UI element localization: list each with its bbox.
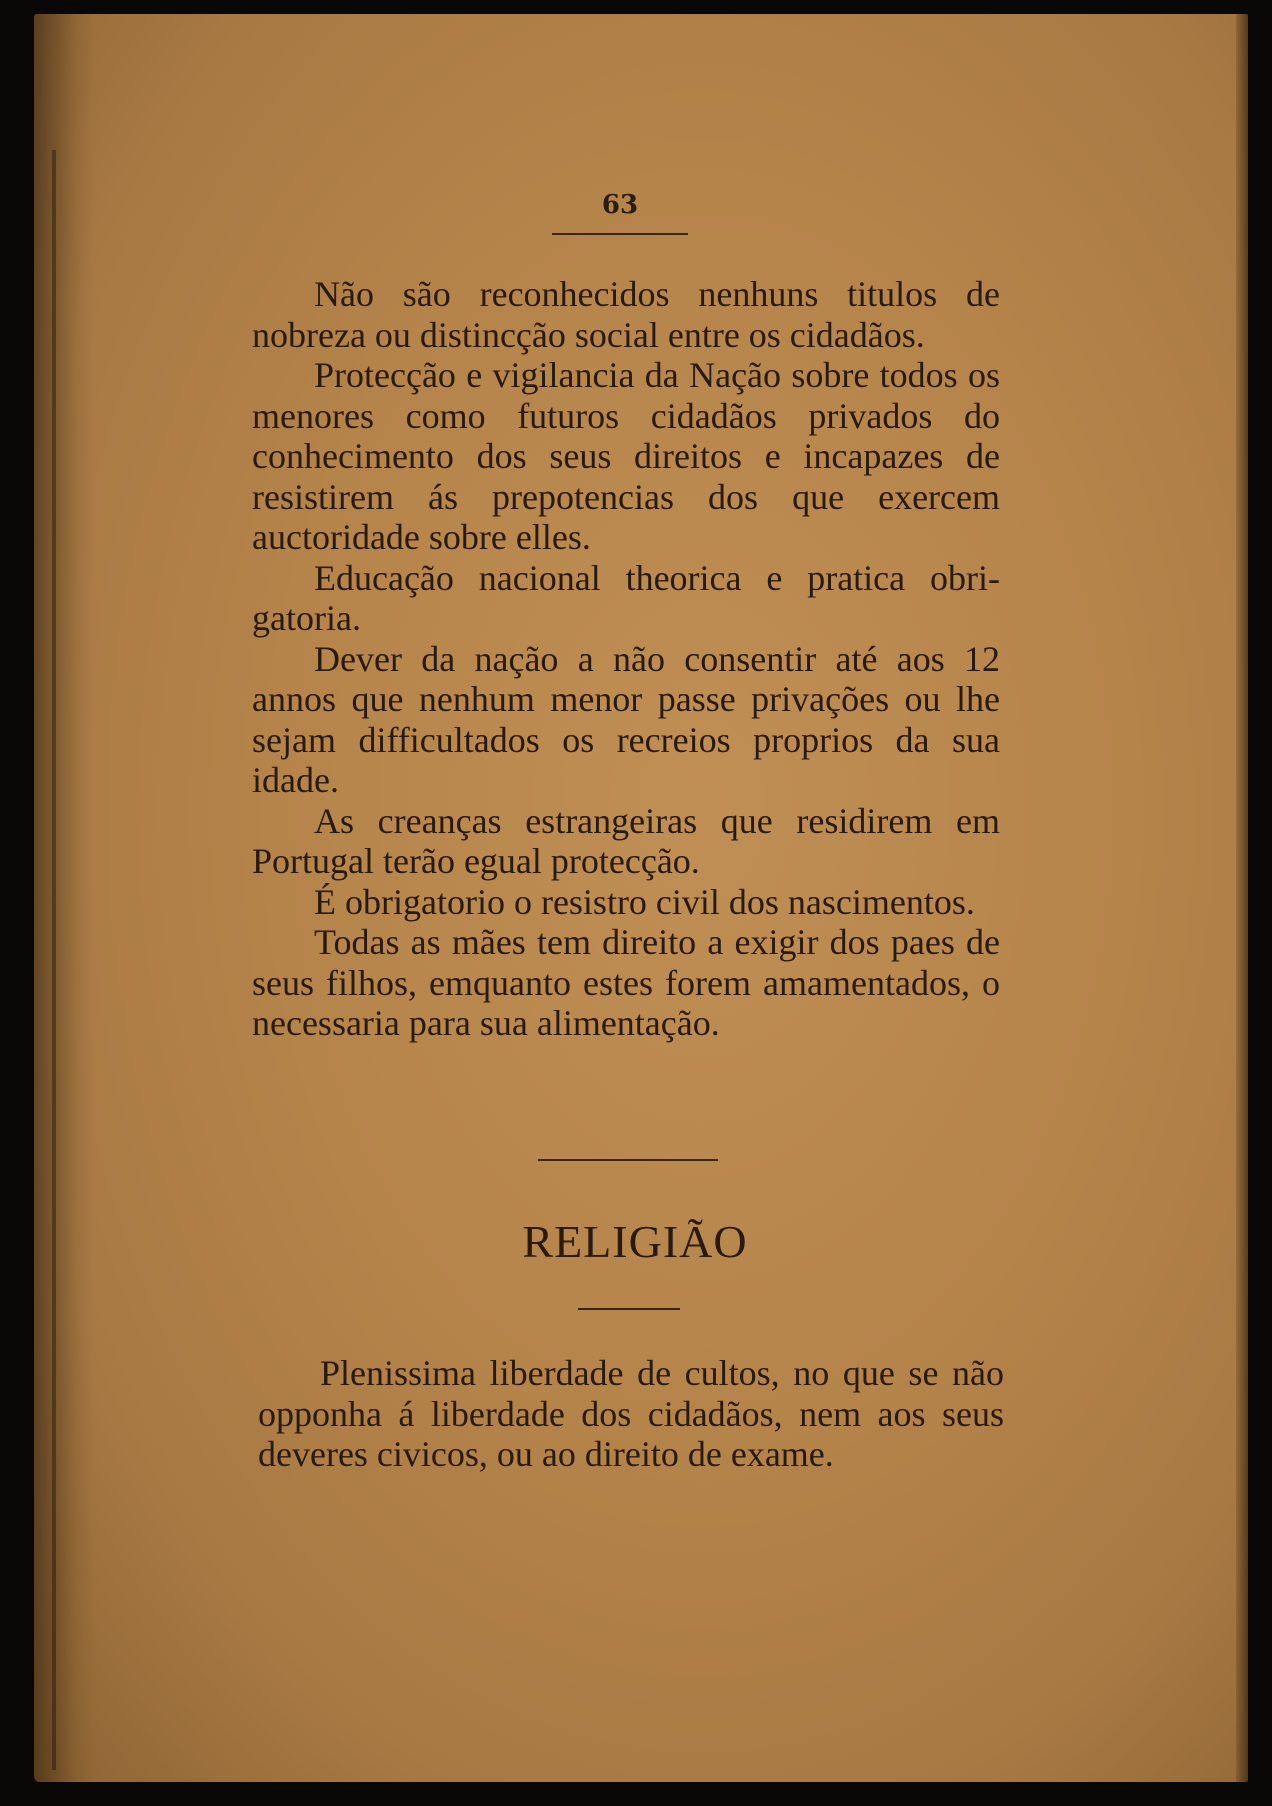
paragraph-birth-registry: É obrigatorio o resistro civil dos nascimentos.: [314, 881, 975, 922]
gutter-shadow: [34, 14, 94, 1782]
paragraph-mothers-rights: Todas as mães tem direito a exigir dos paes de seus filhos, emquanto estes forem amamentados, o necessaria para sua alimentação.: [252, 922, 1000, 1043]
paragraph-minors-protection: Protecção e vigilancia da Nação sobre todos os menores como futuros cidadãos privados do conhecimento dos seus direitos e incapazes de resistirem ás prepotencias dos que exercem auctoridade sobre elles.: [252, 355, 1000, 557]
section-divider: [538, 1159, 718, 1161]
section-body-text: [258, 1353, 1004, 1475]
page-right-edge: [1236, 14, 1248, 1782]
paragraph-nation-duty: Dever da nação a não consentir até aos 12 annos que nenhum menor passe privações ou lhe sejam difficultados os recreios proprios da sua idade.: [252, 638, 1000, 800]
paragraph-nobility: Não são reconhecidos nenhuns titulos de nobreza ou distincção social entre os cidadãos.: [252, 274, 1000, 355]
header-rule: [552, 233, 688, 235]
gutter-line: [52, 150, 56, 1770]
section-title: RELIGIÃO: [522, 1216, 748, 1267]
page-number: 63: [601, 190, 639, 220]
paragraph-religious-freedom: Plenissima liberdade de cultos, no que se não opponha á liberdade dos cidadãos, nem aos seus deveres civicos, ou ao direito de exame.: [258, 1353, 1004, 1474]
paragraph-foreign-children: As creanças estrangeiras que residirem em Portugal terão egual protecção.: [252, 800, 1000, 881]
body-text: [252, 274, 1000, 1044]
paragraph-education: Educação nacional theorica e pratica obrigatoria.: [252, 557, 1000, 638]
section-title-rule: [578, 1308, 680, 1310]
